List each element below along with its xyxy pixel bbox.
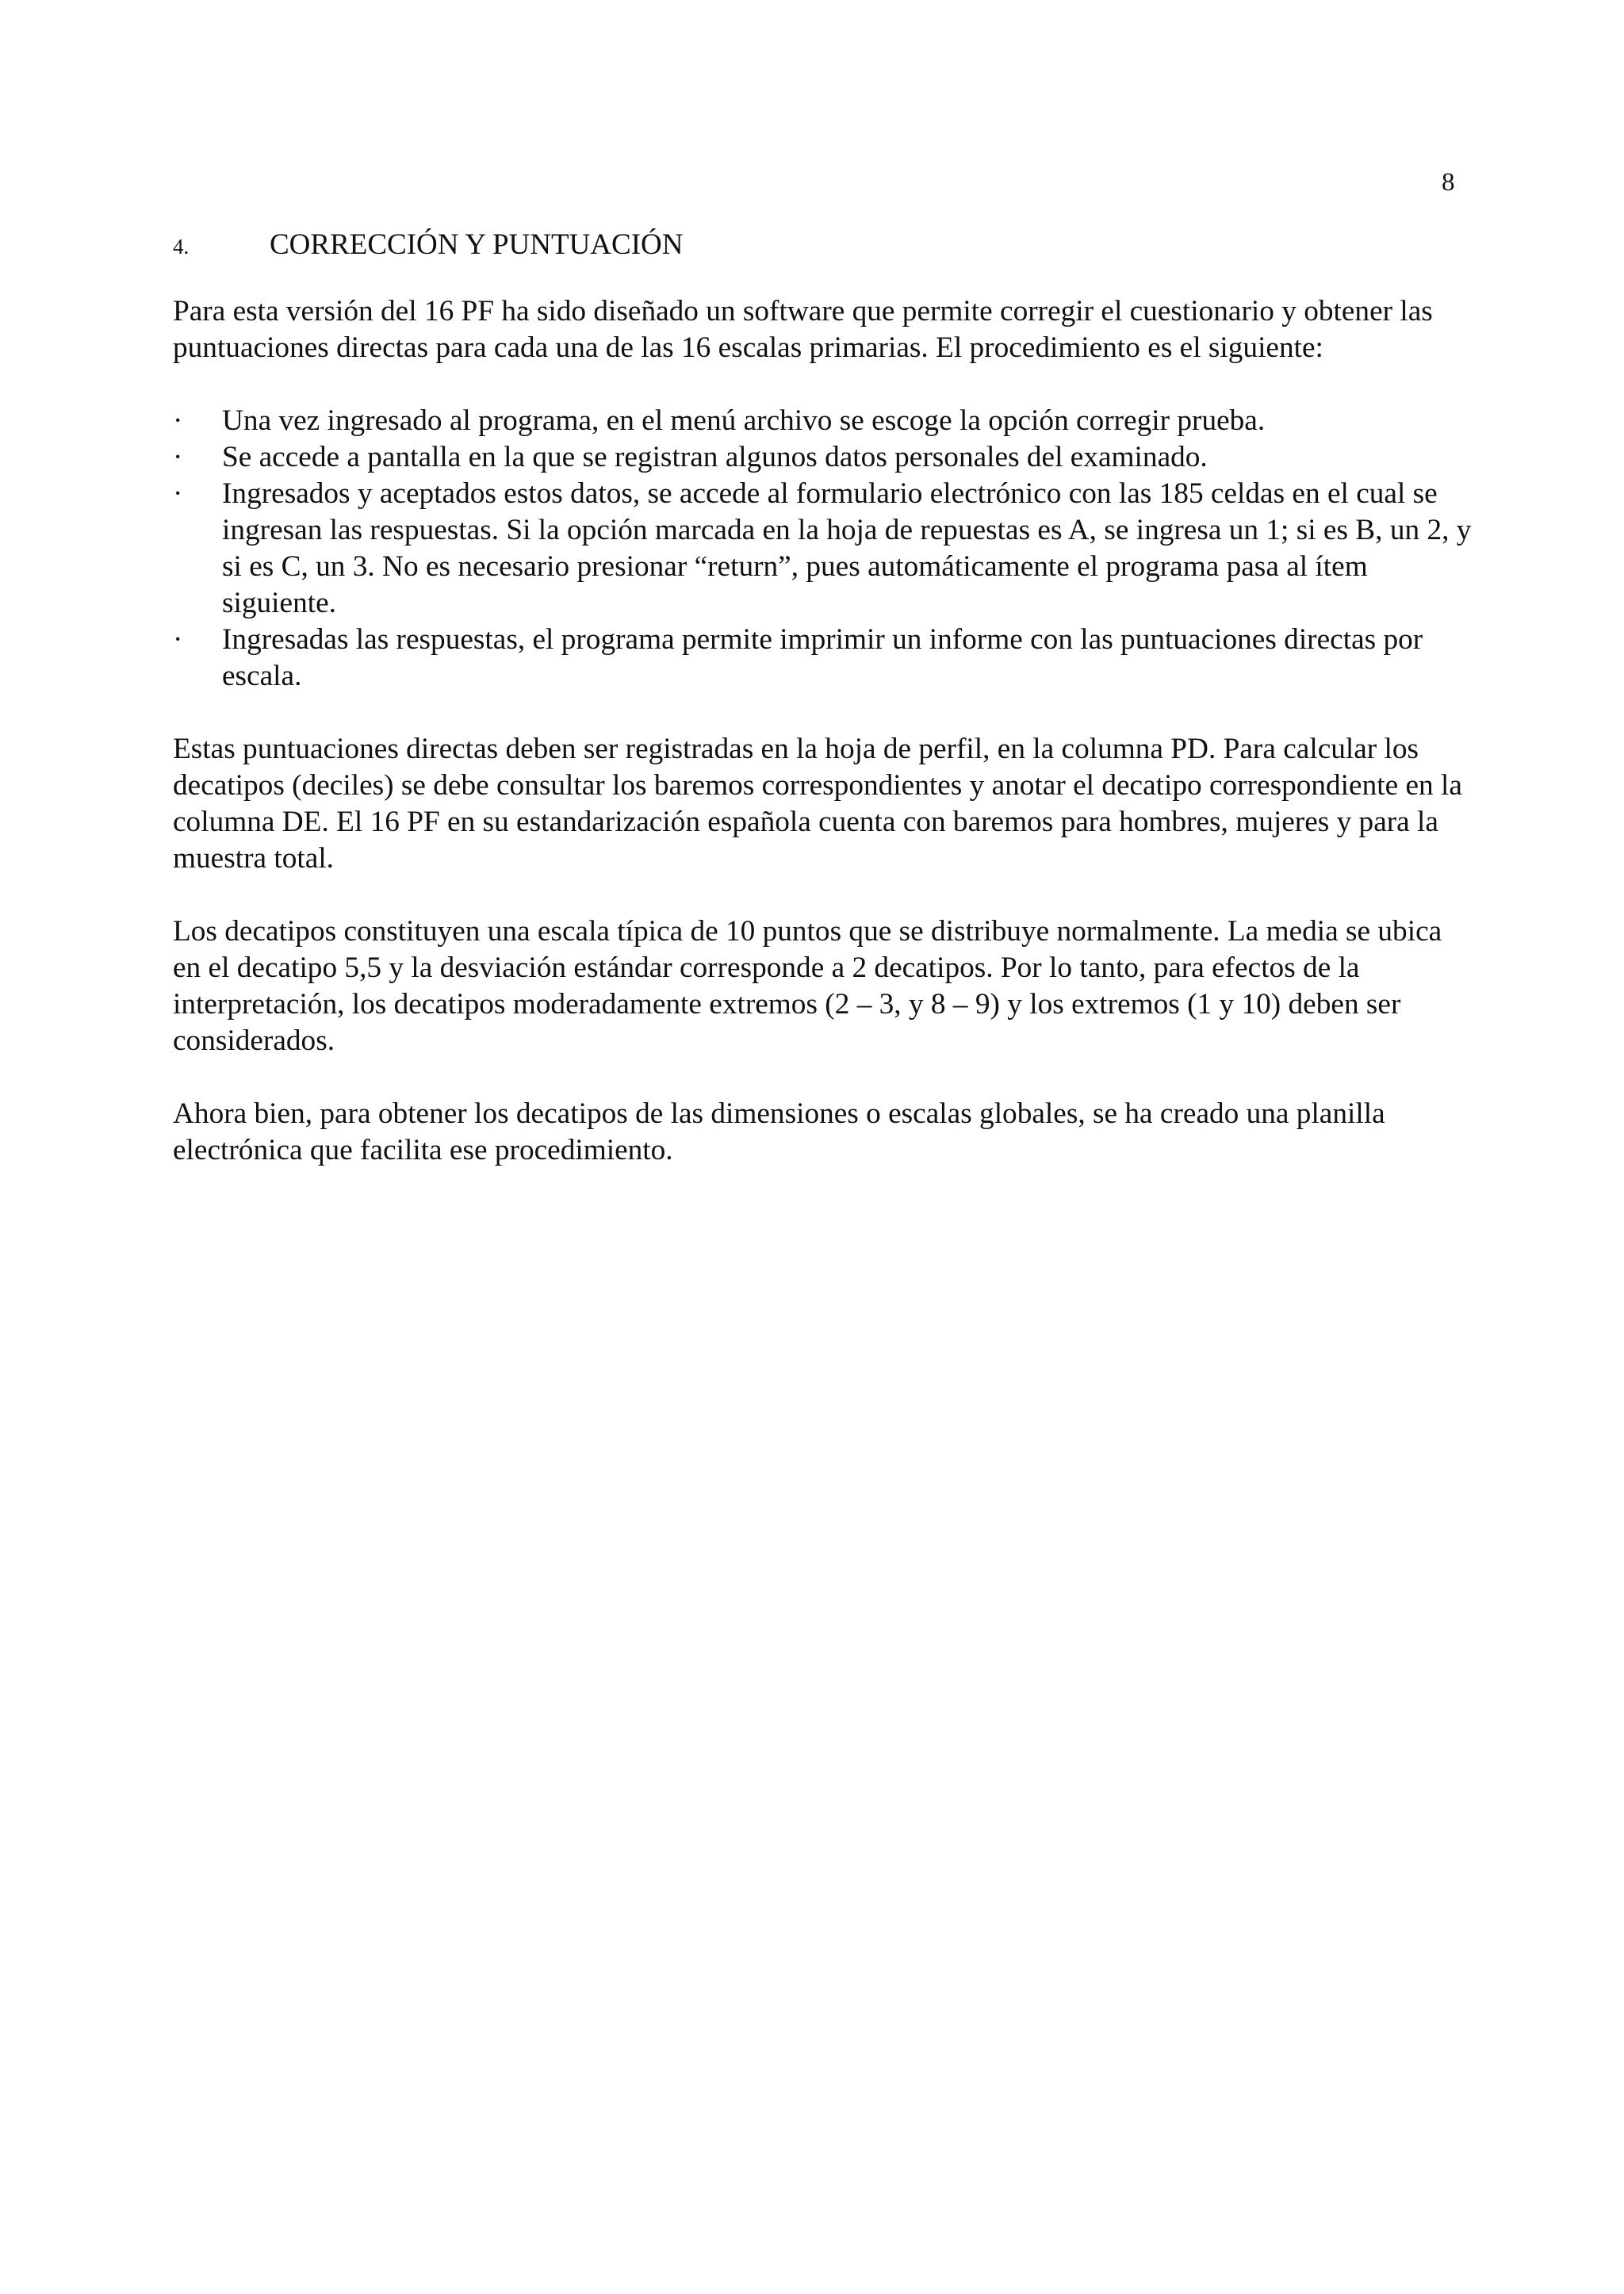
body-paragraph-decatipos: Los decatipos constituyen una escala típica de 10 puntos que se distribuye normalmente. La media se ubica en el decatipo 5,5 y la desviación estándar corresponde a 2 decatipos. Por lo tanto, para efectos de la interpretación, los decatipos moderadamente extremos (2 – 3, y 8 – 9) y los extremos (1 y 10) deben ser considerados.	[173, 915, 1442, 1057]
procedure-steps-list	[173, 403, 1473, 695]
body-paragraph-scoring: Estas puntuaciones directas deben ser registradas en la hoja de perfil, en la columna PD. Para calcular los decatipos (deciles) se debe consultar los baremos correspondientes y anotar el decatipo correspondiente en la columna DE. El 16 PF en su estandarización española cuenta con baremos para hombres, mujeres y para la muestra total.	[173, 733, 1462, 875]
bullet-marker: ·	[173, 477, 183, 510]
bullet-marker: ·	[173, 404, 183, 437]
procedure-step	[173, 439, 1473, 476]
procedure-step	[173, 403, 1473, 439]
procedure-step-text: Se accede a pantalla en la que se registran algunos datos personales del examinado.	[222, 441, 1208, 473]
procedure-step	[173, 476, 1473, 622]
procedure-step	[173, 622, 1473, 695]
bullet-marker: ·	[173, 441, 183, 473]
procedure-step-text: Ingresados y aceptados estos datos, se accede al formulario electrónico con las 185 celdas en el cual se ingresan las respuestas. Si la opción marcada en la hoja de repuestas es A, se ingresa un 1; si es B, un 2, y si es C, un 3. No es necesario presionar “return”, pues automáticamente el programa pasa al ítem siguiente.	[222, 477, 1472, 619]
procedure-step-text: Una vez ingresado al programa, en el menú archivo se escoge la opción corregir prueba.	[222, 404, 1266, 437]
page-number: 8	[1442, 168, 1455, 197]
bullet-marker: ·	[173, 623, 183, 656]
section-heading	[173, 227, 683, 265]
section-number: 4.	[173, 235, 190, 259]
procedure-step-text: Ingresadas las respuestas, el programa permite imprimir un informe con las puntuaciones directas por escala.	[222, 623, 1423, 692]
document-body	[173, 293, 1473, 1205]
intro-paragraph: Para esta versión del 16 PF ha sido diseñado un software que permite corregir el cuestionario y obtener las puntuaciones directas para cada una de las 16 escalas primarias. El procedimiento es el siguiente:	[173, 295, 1433, 364]
section-title: CORRECCIÓN Y PUNTUACIÓN	[270, 228, 684, 261]
body-paragraph-global-scales: Ahora bien, para obtener los decatipos de las dimensiones o escalas globales, se ha creado una planilla electrónica que facilita ese procedimiento.	[173, 1097, 1385, 1166]
